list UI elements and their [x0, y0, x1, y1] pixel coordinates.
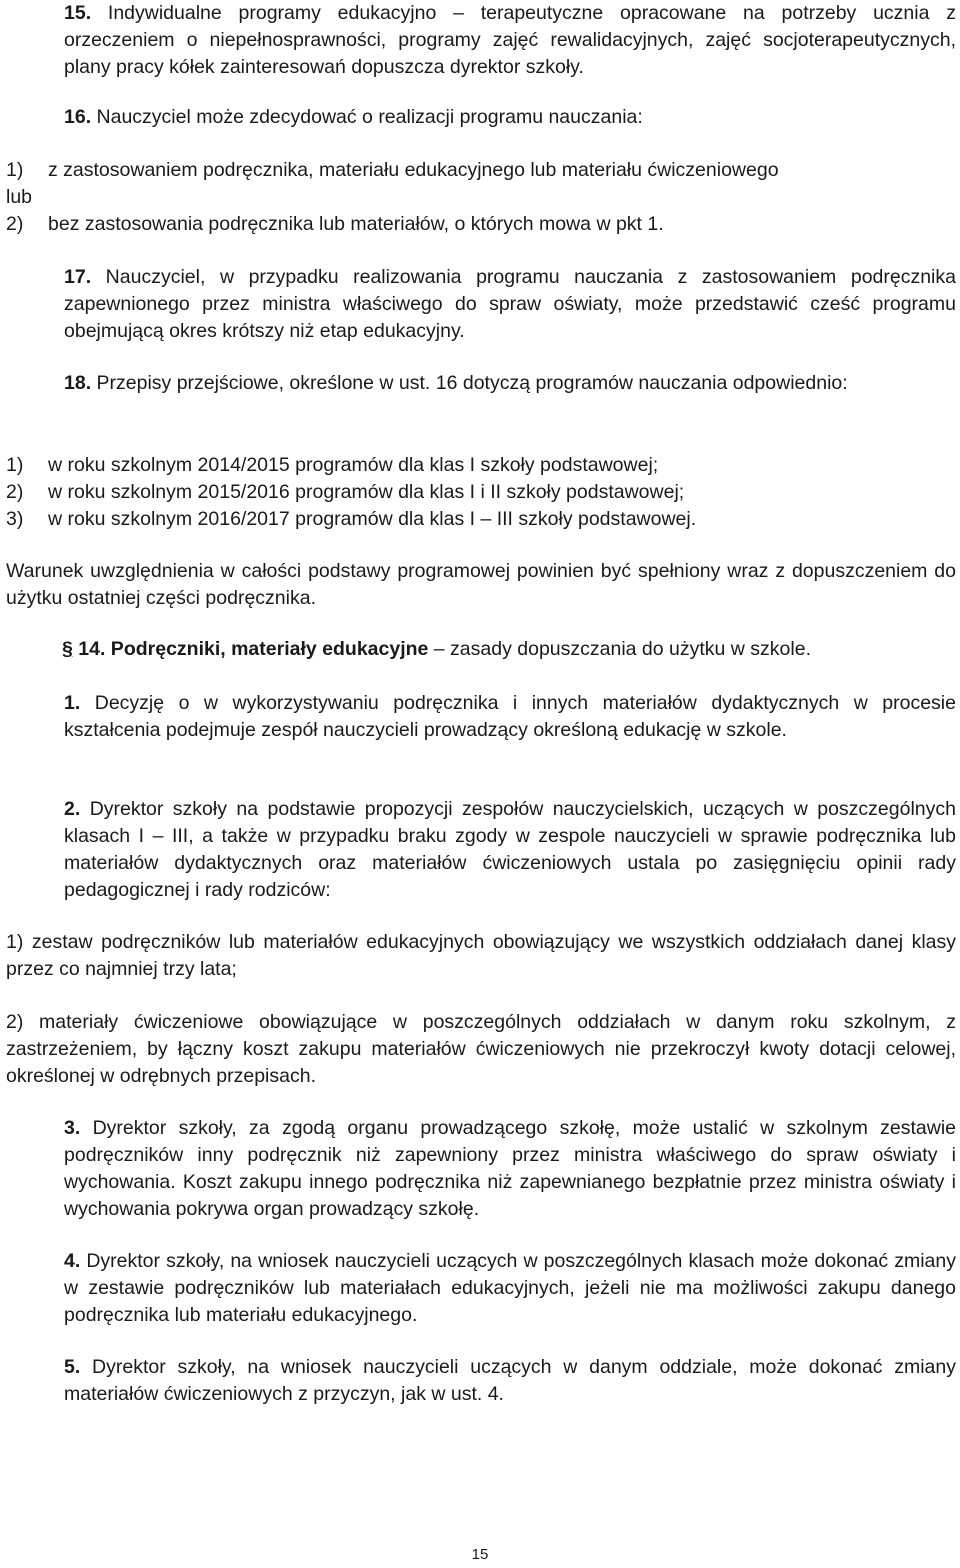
list-connector-text: lub	[6, 186, 33, 208]
paragraph-text: Warunek uwzględnienia w całości podstawy programowej powinien być spełniony wraz z dopuszczeniem do użytku ostatniej części podręcznika.	[6, 560, 956, 609]
section-number: 14.	[72, 638, 106, 660]
list-item	[6, 157, 956, 184]
paragraph-text: Dyrektor szkoły, na wniosek nauczycieli uczących w poszczególnych klasach może dokonać zmiany w zestawie podręczników lub materiałach edukacyjnych, jeżeli nie ma możliwości zakupu danego podręcznika lub materiału edukacyjnego.	[64, 1250, 956, 1326]
paragraph-text: Dyrektor szkoły, za zgodą organu prowadzącego szkołę, może ustalić w szkolnym zestawie podręczników inny podręcznik niż zapewniony przez ministra właściwego do spraw oświaty i wychowania. Koszt zakupu innego podręcznika niż zapewnianego bezpłatnie przez ministra oświaty i wychowania pokrywa organ prowadzący szkołę.	[64, 1117, 956, 1220]
paragraph-2-point-2	[6, 1009, 956, 1090]
paragraph-text: 1) zestaw podręczników lub materiałów edukacyjnych obowiązujący we wszystkich oddziałach danej klasy przez co najmniej trzy lata;	[6, 931, 956, 980]
list-item	[6, 211, 956, 238]
paragraph-number: 15.	[64, 2, 92, 24]
list-item	[6, 479, 956, 506]
list-label: 2)	[6, 481, 24, 503]
list-text: bez zastosowania podręcznika lub materiałów, o których mowa w pkt 1.	[48, 213, 664, 235]
paragraph-5	[6, 1354, 956, 1408]
list-item	[6, 506, 956, 533]
paragraph-text: Dyrektor szkoły na podstawie propozycji zespołów nauczycielskich, uczących w poszczególnych klasach I – III, a także w przypadku braku zgody w zespole nauczycieli w sprawie podręcznika lub materiałów dydaktycznych oraz materiałów ćwiczeniowych ustala po zasięgnięciu opinii rady pedagogicznej i rady rodziców:	[64, 798, 956, 901]
paragraph-number: 3.	[64, 1117, 81, 1139]
paragraph-17	[6, 264, 956, 345]
paragraph-text: Przepisy przejściowe, określone w ust. 16 dotyczą programów nauczania odpowiednio:	[91, 372, 848, 394]
paragraph-text: Decyzję o w wykorzystywaniu podręcznika i innych materiałów dydaktycznych w procesie kształcenia podejmuje zespół nauczycieli prowadzący określoną edukację w szkole.	[64, 692, 956, 741]
paragraph-4	[6, 1248, 956, 1329]
paragraph-number: 5.	[64, 1356, 81, 1378]
paragraph-number: 18.	[64, 372, 92, 394]
paragraph-text: 2) materiały ćwiczeniowe obowiązujące w poszczególnych oddziałach w danym roku szkolnym, z zastrzeżeniem, by łączny koszt zakupu materiałów ćwiczeniowych nie przekroczył kwoty dotacji celowej, określonej w odrębnych przepisach.	[6, 1011, 956, 1087]
list-connector	[6, 184, 956, 211]
paragraph-16	[6, 104, 956, 131]
paragraph-15	[6, 0, 956, 81]
section-heading	[62, 636, 956, 663]
paragraph-number: 17.	[64, 266, 92, 288]
paragraph-18	[6, 370, 956, 397]
paragraph-warunek	[6, 558, 956, 612]
paragraph-1	[6, 690, 956, 744]
paragraph-3	[6, 1115, 956, 1223]
list-text: w roku szkolnym 2015/2016 programów dla klas I i II szkoły podstawowej;	[48, 481, 685, 503]
list-text: w roku szkolnym 2016/2017 programów dla klas I – III szkoły podstawowej.	[48, 508, 697, 530]
list-item	[6, 452, 956, 479]
paragraph-2	[6, 796, 956, 904]
paragraph-number: 2.	[64, 798, 81, 820]
list-text: z zastosowaniem podręcznika, materiału edukacyjnego lub materiału ćwiczeniowego	[48, 159, 779, 181]
paragraph-text: Dyrektor szkoły, na wniosek nauczycieli uczących w danym oddziale, może dokonać zmiany materiałów ćwiczeniowych z przyczyn, jak w ust. 4.	[64, 1356, 956, 1405]
list-label: 3)	[6, 508, 24, 530]
list-text: w roku szkolnym 2014/2015 programów dla klas I szkoły podstawowej;	[48, 454, 659, 476]
list-label: 1)	[6, 159, 24, 181]
paragraph-text: Indywidualne programy edukacyjno – terapeutyczne opracowane na potrzeby ucznia z orzeczeniem o niepełnosprawności, programy zajęć rewalidacyjnych, zajęć socjoterapeutycznych, plany pracy kółek zainteresowań dopuszcza dyrektor szkoły.	[64, 2, 956, 78]
list-label: 2)	[6, 213, 24, 235]
paragraph-text: Nauczyciel, w przypadku realizowania programu nauczania z zastosowaniem podręcznika zapewnionego przez ministra właściwego do spraw oświaty, może przedstawić cześć programu obejmującą okres krótszy niż etap edukacyjny.	[64, 266, 956, 342]
section-subtitle: – zasady dopuszczania do użytku w szkole.	[428, 638, 811, 660]
paragraph-number: 1.	[64, 692, 81, 714]
page-number: 15	[471, 1546, 489, 1563]
section-title: Podręczniki, materiały edukacyjne	[105, 638, 429, 660]
paragraph-number: 16.	[64, 106, 92, 128]
section-sign: §	[62, 638, 73, 660]
paragraph-2-point-1	[6, 929, 956, 983]
paragraph-number: 4.	[64, 1250, 81, 1272]
paragraph-text: Nauczyciel może zdecydować o realizacji programu nauczania:	[91, 106, 643, 128]
list-label: 1)	[6, 454, 24, 476]
